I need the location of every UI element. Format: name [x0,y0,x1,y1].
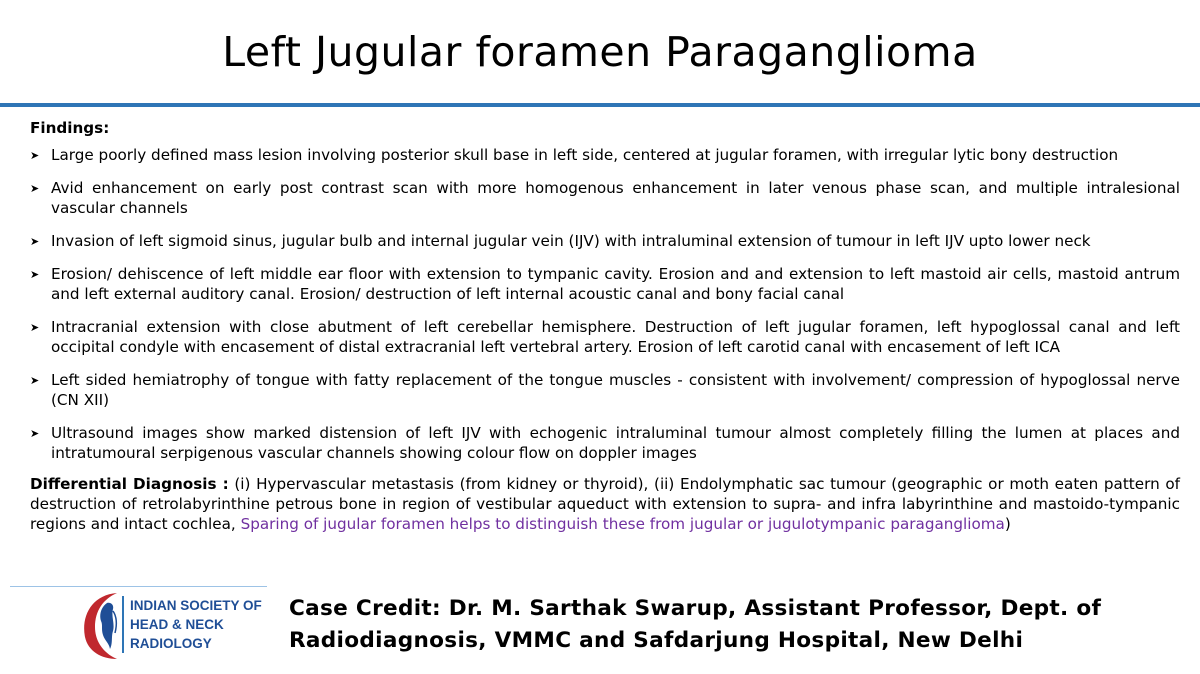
finding-item [30,231,1180,251]
differential-text: (i) Hypervascular metastasis (from kidney or thyroid), (ii) Endolymphatic sac tumour (geographic or moth eaten pattern of destruction of retrolabyrinthine petrous bone in region of vestibular aqueduct with extension to supra- and infra labyrinthine and mastoido-tympanic regions and intact cochlea, [30,475,1181,533]
slide-title: Left Jugular foramen Paraganglioma [222,28,978,76]
finding-item [30,264,1180,304]
finding-text: Intracranial extension with close abutment of left cerebellar hemisphere. Destruction of left jugular foramen, left hypoglossal canal and left occipital condyle with encasement of distal extracranial left vertebral artery. Erosion of left carotid canal with encasement of left ICA [51,318,1180,356]
arrowhead-bullet-icon: ➤ [30,235,40,248]
logo-line: HEAD & NECK [130,617,224,632]
finding-item [30,317,1180,357]
finding-text: Left sided hemiatrophy of tongue with fatty replacement of the tongue muscles - consistent with involvement/ compression of hypoglossal nerve (CN XII) [51,371,1180,409]
finding-item [30,145,1180,165]
arrowhead-bullet-icon: ➤ [30,427,40,440]
differential-diagnosis [30,474,1180,534]
slide-body [30,118,1180,534]
arrowhead-bullet-icon: ➤ [30,149,40,162]
differential-highlight: Sparing of jugular foramen helps to distinguish these from jugular or jugulotympanic paraganglioma [240,515,1005,533]
findings-heading: Findings: [30,119,110,137]
finding-text: Ultrasound images show marked distension of left IJV with echogenic intraluminal tumour almost completely filling the lumen at places and intratumoural serpigenous vascular channels showing colour flow on doppler images [51,424,1180,462]
title-divider [0,103,1200,107]
logo-line: INDIAN SOCIETY OF [130,598,262,613]
logo-text [122,596,275,653]
arrowhead-bullet-icon: ➤ [30,268,40,281]
credit-line: Radiodiagnosis, VMMC and Safdarjung Hospital, New Delhi [289,628,1024,653]
credit-line: Case Credit: Dr. M. Sarthak Swarup, Assistant Professor, Dept. of [289,596,1102,621]
logo-line: RADIOLOGY [130,636,212,651]
finding-text: Avid enhancement on early post contrast scan with more homogenous enhancement in later venous phase scan, and multiple intralesional vascular channels [51,179,1180,217]
finding-item [30,178,1180,218]
case-credit [289,593,1179,657]
finding-item [30,423,1180,463]
arrowhead-bullet-icon: ➤ [30,374,40,387]
finding-text: Large poorly defined mass lesion involving posterior skull base in left side, centered at jugular foramen, with irregular lytic bony destruction [51,146,1119,164]
arrowhead-bullet-icon: ➤ [30,321,40,334]
differential-label: Differential Diagnosis : [30,475,229,493]
finding-text: Invasion of left sigmoid sinus, jugular bulb and internal jugular vein (IJV) with intraluminal extension of tumour in left IJV upto lower neck [51,232,1091,250]
society-logo [10,586,267,672]
finding-text: Erosion/ dehiscence of left middle ear floor with extension to tympanic cavity. Erosion and and extension to left mastoid air cells, mastoid antrum and left external auditory canal. Erosion/ destruction of left internal acoustic canal and bony facial canal [51,265,1180,303]
finding-item [30,370,1180,410]
arrowhead-bullet-icon: ➤ [30,182,40,195]
differential-closing: ) [1004,515,1011,533]
